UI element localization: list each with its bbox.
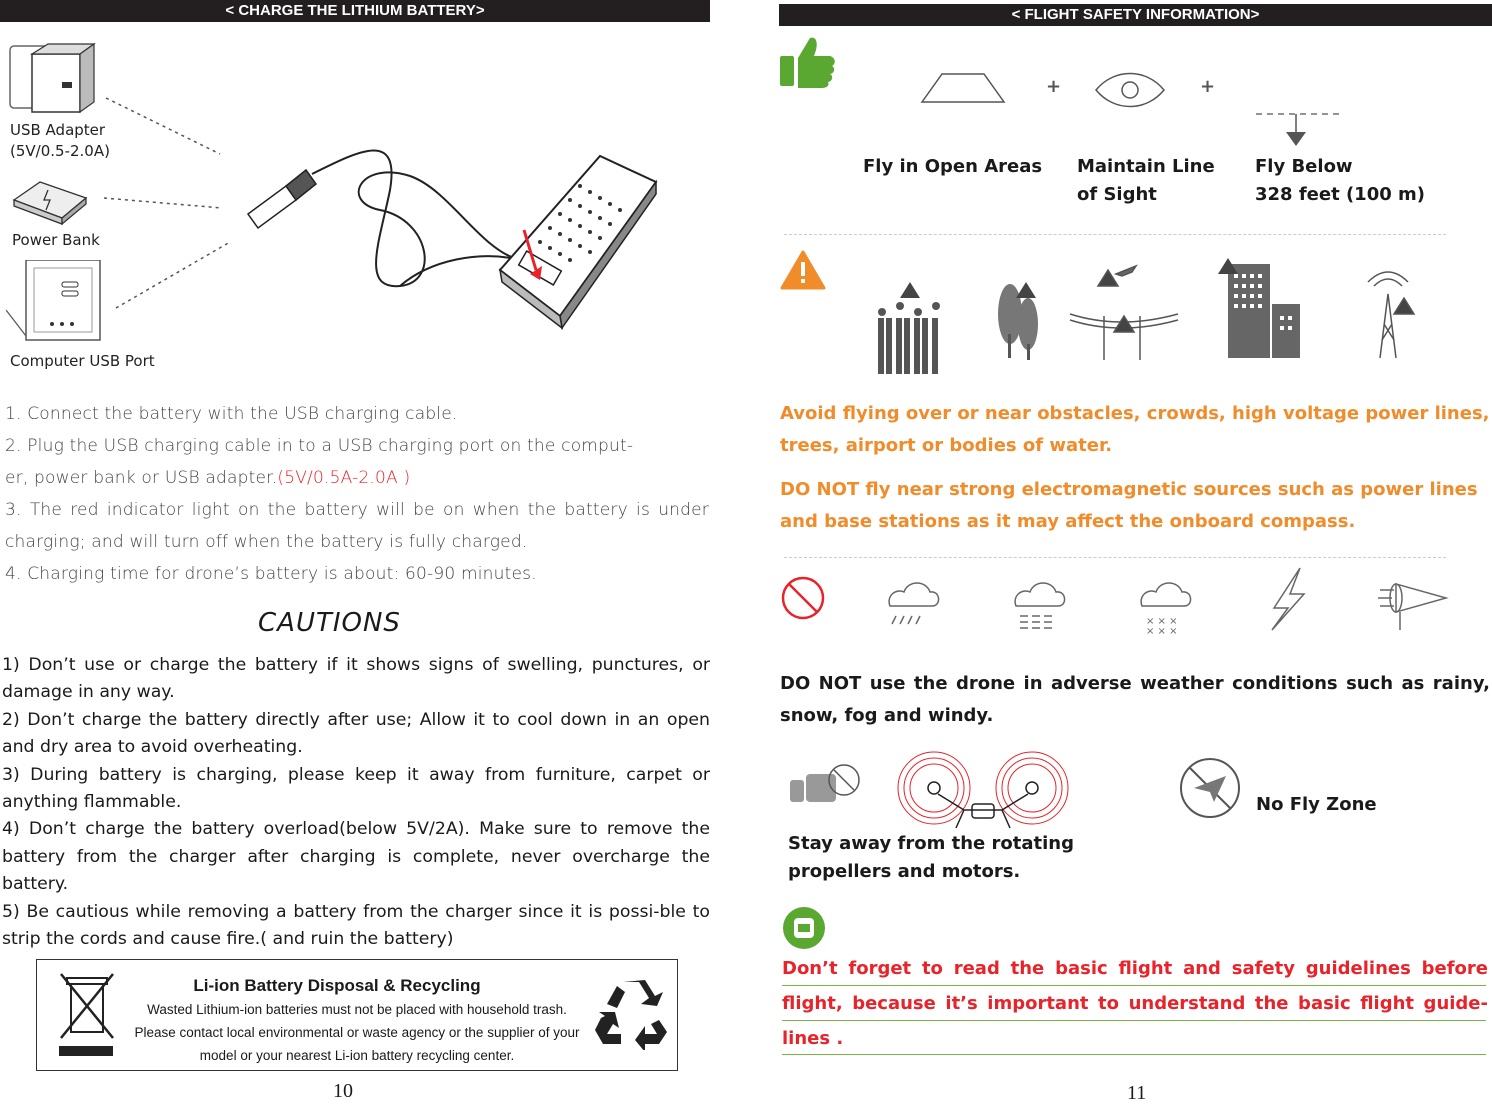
fog-icon: [1015, 583, 1064, 628]
caption-line-of-sight: Maintain Line of Sight: [1077, 156, 1215, 205]
divider: [784, 557, 1446, 558]
obstacles-illustration: [870, 254, 1430, 378]
flight-safety-header: < FLIGHT SAFETY INFORMATION>: [779, 4, 1492, 26]
underline: [782, 1020, 1486, 1021]
obstacle-warning-text: Avoid flying over or near obstacles, crowds, high voltage power lines, trees, airport or bodies of water.: [780, 403, 1490, 456]
svg-text:× × ×: × × ×: [1146, 616, 1178, 627]
step-3: 3. The red indicator light on the battery will be on when the battery is under charging; and will turn off when the battery is fully charged.: [5, 500, 709, 552]
weather-illustration: [880, 566, 1460, 636]
weather-warning-text: DO NOT use the drone in adverse weather conditions such as rainy, snow, fog and windy.: [780, 673, 1490, 726]
hand-prohibited-icon: [788, 762, 864, 806]
caution-item: 1) Don’t use or charge the battery if it shows signs of swelling, punctures, or damage in any way.: [2, 655, 710, 703]
prohibited-icon: [780, 575, 826, 621]
thumbs-up-icon: [780, 36, 836, 88]
recycling-title: Li-ion Battery Disposal & Recycling: [193, 976, 481, 995]
step-2: 2. Plug the USB charging cable in to a USB charging port on the comput-: [5, 436, 634, 456]
tree-icon: [998, 282, 1038, 360]
step-1: 1. Connect the battery with the USB charging cable.: [5, 404, 458, 424]
step-2-cont: [5, 462, 709, 494]
charge-battery-header: < CHARGE THE LITHIUM BATTERY>: [0, 0, 710, 22]
underline: [782, 985, 1486, 986]
reminder-line-1: Don’t forget to read the basic flight and safety guidelines before: [782, 958, 1488, 979]
recycling-line-2: Please contact local environmental or waste agency or the supplier of your: [134, 1025, 580, 1040]
usb-adapter-label: USB Adapter (5V/0.5-2.0A): [10, 121, 110, 160]
snow-icon: [1141, 583, 1190, 636]
recycling-line-1: Wasted Lithium-ion batteries must not be placed with household trash.: [147, 1002, 567, 1017]
rain-icon: [889, 583, 938, 624]
reminder-line-3: lines .: [782, 1028, 844, 1049]
reminder-line-2: flight, because it’s important to understand the basic flight guide-: [782, 993, 1488, 1014]
page-number-left: 10: [333, 1080, 353, 1102]
step-2-spec: (5V/0.5A-2.0A ): [277, 468, 411, 488]
svg-text:× × ×: × × ×: [1146, 626, 1178, 636]
recycling-box: [36, 959, 678, 1071]
divider: [784, 234, 1446, 235]
pilot-icon: [782, 906, 826, 950]
caption-fly-below: Fly Below 328 feet (100 m): [1255, 156, 1426, 205]
open-area-icon: [920, 70, 1006, 106]
caution-item: 5) Be cautious while removing a battery from the charger since it is possi-ble to strip the cords and cause fire.( and ruin the battery): [2, 901, 710, 950]
computer-usb-port-icon: [6, 260, 106, 346]
crowd-icon: [878, 282, 940, 374]
usb-plug-icon: [248, 170, 316, 228]
power-line-icon: [1070, 266, 1178, 360]
warning-icon: [780, 250, 826, 290]
usb-adapter-icon: [6, 40, 106, 120]
caution-item: 4) Don’t charge the battery overload(below 5V/2A). Make sure to remove the battery from the charger after charging is complete, never overcharge the battery.: [2, 819, 710, 895]
building-icon: [1218, 258, 1300, 358]
recycle-icon: [593, 978, 669, 1050]
step-2-text: er, power bank or USB adapter.: [5, 468, 278, 488]
battery-icon: [500, 156, 656, 328]
charging-steps: [5, 398, 709, 590]
cautions-list: [2, 652, 710, 953]
caution-item: 3) During battery is charging, please keep it away from furniture, carpet or anything flammable.: [2, 764, 710, 813]
lightning-icon: [1272, 568, 1304, 630]
electromagnetic-warning-text: DO NOT fly near strong electromagnetic sources such as power lines and base stations as it may affect the onboard compass.: [780, 479, 1478, 532]
recycling-line-3: model or your nearest Li-ion battery recycling center.: [199, 1048, 515, 1063]
plus-icon: +: [1200, 76, 1216, 97]
charging-illustration: [100, 90, 680, 350]
crossed-bin-icon: [57, 972, 117, 1060]
drone-propeller-icon: [894, 748, 1072, 832]
page-number-right: 11: [1127, 1082, 1147, 1104]
cautions-title: CAUTIONS: [258, 608, 401, 638]
wind-icon: [1378, 584, 1446, 630]
power-bank-label: Power Bank: [12, 231, 100, 249]
power-bank-icon: [10, 178, 90, 228]
no-fly-zone-icon: [1178, 756, 1242, 820]
no-fly-zone-label: No Fly Zone: [1256, 794, 1377, 815]
step-4: 4. Charging time for drone’s battery is about: 60-90 minutes.: [5, 564, 537, 584]
base-station-icon: [1368, 272, 1414, 358]
propeller-warning-text: Stay away from the rotating propellers and motors.: [788, 833, 1074, 882]
plus-icon: +: [1046, 76, 1062, 97]
caption-open-areas: Fly in Open Areas: [863, 156, 1043, 177]
computer-usb-port-label: Computer USB Port: [10, 352, 155, 370]
underline: [782, 1054, 1486, 1055]
eye-icon: [1094, 70, 1166, 110]
altitude-limit-icon: [1254, 108, 1344, 152]
caution-item: 2) Don’t charge the battery directly after use; Allow it to cool down in an open and dry area to avoid overheating.: [2, 709, 710, 758]
